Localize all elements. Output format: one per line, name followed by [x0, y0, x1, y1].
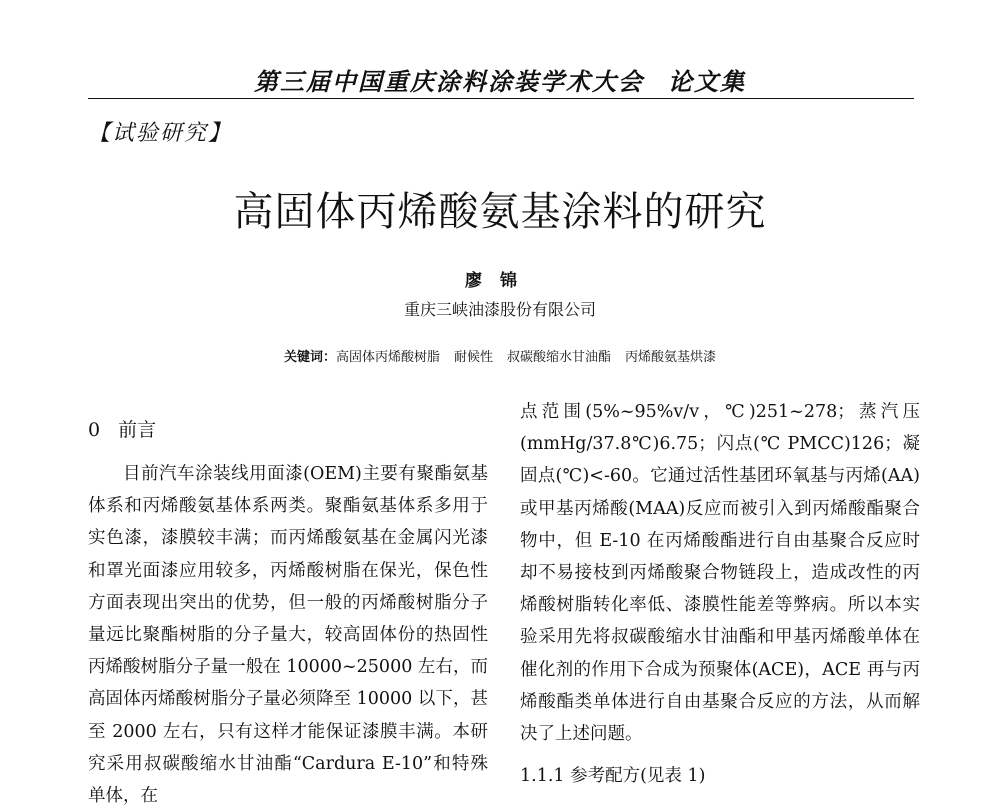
affiliation: 重庆三峡油漆股份有限公司 [403, 300, 596, 319]
section-title: 前言 [118, 419, 157, 441]
keyword: 丙烯酸氨基烘漆 [625, 350, 717, 365]
keyword: 高固体丙烯酸树脂 [335, 350, 440, 365]
collection-label: 论文集 [668, 67, 746, 96]
keyword: 耐候性 [453, 350, 493, 365]
body-paragraph: 点范围(5%~95%v/v，℃)251~278；蒸汽压(mmHg/37.8℃)6.75；闪点(℃ PMCC)126；凝固点(℃)<-60。它通过活性基团环氧基与丙烯(AA)或甲基丙烯酸(MAA)反应而被引入到丙烯酸酯聚合物中，但 E-10 在丙烯酸酯进行自由基聚合反应时却不易接枝到丙烯酸聚合物链段上，造成改性的丙烯酸树脂转化率低、漆膜性能差等弊病。所以本实验采用先将叔碳酸缩水甘油酯和甲基丙烯酸单体在催化剂的作用下合成为预聚体(ACE)，ACE 再与丙烯酸酯类单体进行自由基聚合反应的方法，从而解决了上述问题。 [520, 402, 920, 745]
conference-name: 第三届中国重庆涂料涂装学术大会 [254, 67, 644, 96]
section-tag: 【试验研究】 [88, 121, 233, 146]
subsection-heading: 1.1.1 参考配方(见表 1) [520, 766, 706, 787]
keywords [0, 346, 1000, 365]
body-paragraph: 目前汽车涂装线用面漆(OEM)主要有聚酯氨基体系和丙烯酸氨基体系两类。聚酯氨基体系多用于实色漆，漆膜较丰满；而丙烯酸氨基在金属闪光漆和罩光面漆应用较多，丙烯酸树脂在保光，保色性方面表现出突出的优势，但一般的丙烯酸树脂分子量远比聚酯树脂的分子量大，较高固体份的热固性丙烯酸树脂分子量一般在 10000~25000 左右，而高固体丙烯酸树脂分子量必须降至 10000 以下，甚至 2000 左右，只有这样才能保证漆膜丰满。本研究采用叔碳酸缩水甘油酯“Cardura E-10”和特殊单体，在 [88, 464, 488, 807]
section-heading [88, 406, 488, 454]
running-header [0, 62, 1000, 97]
paper-title: 高固体丙烯酸氨基涂料的研究 [233, 189, 767, 235]
section-number: 0 [88, 419, 101, 441]
author: 廖锦 [465, 271, 535, 291]
right-column [520, 396, 920, 792]
header-rule [88, 98, 914, 99]
left-column [88, 406, 488, 812]
keyword: 叔碳酸缩水甘油酯 [507, 350, 612, 365]
keywords-label: 关键词： [283, 350, 336, 365]
